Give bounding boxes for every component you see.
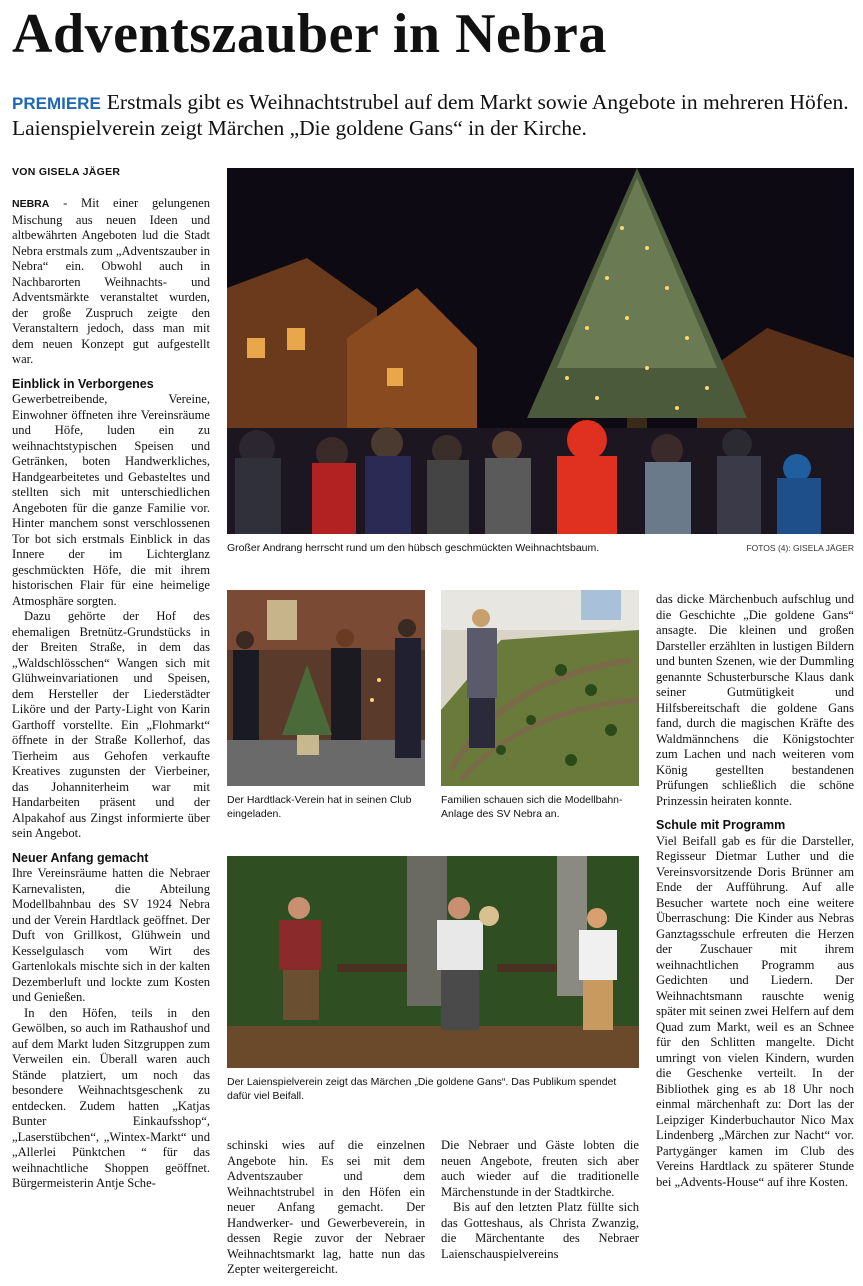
paragraph: Bis auf den letzten Platz füllte sich das Gotteshaus, als Christa Zwanzig, die Märchentante des Nebraer Laienschauspielvereins	[441, 1200, 639, 1261]
paragraph: Dazu gehörte der Hof des ehemaligen Bretnütz-Grundstücks in der Breiten Straße, in dem das „Waldschlösschen“ Wangen sich mit Glühweinvariationen und Speisen, dem Hersteller der Liederstädter Liköre und der Party-Light von Karin Garthoff vorstellte. Ein „Flohmarkt“ öffnete in der Straße Kollerhof, das Tierheim aus Gehofen verkaufte Kreatives zugunsten der Vierbeiner, das Johanniterheim war mit Handarbeiten präsent und der Alpakahof aus Zingst informierte über sein Angebot.	[12, 609, 210, 840]
paragraph: Viel Beifall gab es für die Darsteller, Regisseur Dietmar Luther und die Vereinsvorsitzende Doris Brünner am Ende der Aufführung. Auf alle Besucher wartete noch eine weitere Überraschung: Die Kinder aus Nebras Ganztagsschule erfreuten die Herzen der Zuschauer mit ihrem weihnachtlichen Programm aus Gedichten und Liedern. Der Weihnachtsmann rauschte wenig später mit seinen zwei Helfern auf dem Quad zum Markt, weil es an Schnee für den Schlitten mangelte. Dicht umringt von vielen Kindern, wurden die Geschenke verteilt. In der Bibliothek ging es ab 18 Uhr noch einmal märchenhaft zu: Dort las der Leipziger Kinderbuchautor Nico Max Lindenberg „Märchen zur Nacht“ vor. Partygänger kamen im Club des Vereins Hardtlack zu späterer Stunde bei „Advents-House“ auf ihre Kosten.	[656, 833, 854, 1189]
theater-photo-caption: Der Laienspielverein zeigt das Märchen „Die goldene Gans“. Das Publikum spendet dafür viel Beifall.	[227, 1076, 617, 1102]
intro-paragraph: NEBRA - Mit einer gelungenen Mischung aus neuen Ideen und altbewährten Angeboten lud die Stadt Nebra erstmals zum „Adventszauber in Nebra“ ein. Obwohl auch in Nachbarorten Weihnachts- und Adventsmärkte veranstaltet wurden, der große Zuspruch zeigte den Veranstaltern jedoch, dass man mit dem neuen Konzept gut aufgestellt war.	[12, 196, 210, 366]
deck-text: Erstmals gibt es Weihnachtstrubel auf dem Markt sowie Angebote in mehreren Höfen. Laienspielverein zeigt Märchen „Die goldene Gans“ in der Kirche.	[12, 90, 849, 140]
paragraph: Gewerbetreibende, Vereine, Einwohner öffneten ihre Vereinsräume und Höfe, luden ein zu weihnachtstypischen Speisen und Getränken, boten Handwerkliches, Handgearbeitetes und Gebasteltes und stellten sich mit unterschiedlichen Angeboten für die ganze Familie vor. Hinter manchem sonst verschlossenen Tor bot sich erstmals Einblick in das Innere der im Lichterglanz geschmückten Höfe, die mit ihrem historischen Flair für eine heimelige Atmosphäre sorgten.	[12, 392, 210, 608]
column-4	[656, 592, 854, 1190]
club-photo	[227, 590, 425, 786]
column-2-bottom	[227, 1138, 425, 1278]
railway-photo-caption: Familien schauen sich die Modellbahn-Anlage des SV Nebra an.	[441, 794, 623, 820]
paragraph: In den Höfen, teils in den Gewölben, so auch im Rathaushof und auf dem Markt luden Sitzgruppen zum Verweilen ein. Überall waren auch Stände platziert, um noch das besondere Weihnachtsgeschenk zu entdecken. Zudem hatten „Katjas Bunter Einkaufsshop“, „Laserstübchen“, „Wintex-Markt“ und „Allerlei Pünktchen “ für das weihnachtliche Shoppen geöffnet. Bürgermeisterin Antje Sche-	[12, 1005, 210, 1190]
subheading-neuer-anfang: Neuer Anfang gemacht	[12, 850, 149, 865]
paragraph: Ihre Vereinsräume hatten die Nebraer Karnevalisten, die Abteilung Modellbahnbau des SV 1924 Nebra und der Verein Hardtlack geöffnet. Der Duft von Grillkost, Glühwein und Kesselgulasch vom Wirt des Gartenlokals mischte sich in der kalten Dezemberluft und lockte zum Kosten und Genießen.	[12, 866, 210, 1004]
paragraph: Die Nebraer und Gäste lobten die neuen Angebote, freuten sich aber auch wieder auf die traditionelle Märchenstunde in der Stadtkirche.	[441, 1138, 639, 1199]
paragraph: das dicke Märchenbuch aufschlug und die Geschichte „Die goldene Gans“ ansagte. Die kleinen und großen Darsteller erzählten in lustigen Bildern und bunten Szenen, wie der Dummling genannte Schusterbursche Klaus dank seiner Gutmütigkeit und Hilfsbereitschaft die goldene Gans fand, durch die magischen Kräfte des Waldmännchens die Königstochter zum Lachen und nach weiteren vom König gestellten bestandenen Prüfungen schließlich die schöne Prinzessin heiraten konnte.	[656, 592, 854, 808]
club-photo-caption: Der Hardtlack-Verein hat in seinen Club eingeladen.	[227, 794, 412, 820]
photo-credit: FOTOS (4): GISELA JÄGER	[746, 543, 854, 553]
byline: VON GISELA JÄGER	[12, 166, 121, 178]
deck	[12, 90, 852, 141]
headline: Adventszauber in Nebra	[12, 3, 607, 65]
subheading-verborgenes: Einblick in Verborgenes	[12, 376, 154, 391]
theater-photo	[227, 856, 639, 1068]
subheading-schule: Schule mit Programm	[656, 818, 786, 832]
model-railway-photo	[441, 590, 639, 786]
column-3-bottom	[441, 1138, 639, 1262]
kicker: PREMIERE	[12, 94, 101, 113]
column-1	[12, 196, 210, 1192]
paragraph: schinski wies auf die einzelnen Angebote hin. Es sei mit dem Adventszauber und dem Weihnachtstrubel in den Höfen ein neuer Anfang gemacht. Der Handwerker- und Gewerbeverein, in dessen Regie zuvor der Nebraer Weihnachtsmarkt lag, hatte nun das Zepter weitergereicht.	[227, 1138, 425, 1276]
christmas-tree-photo	[227, 168, 854, 534]
main-photo-caption: Großer Andrang herrscht rund um den hübsch geschmückten Weihnachtsbaum.	[227, 542, 600, 554]
dateline: NEBRA	[12, 198, 50, 210]
